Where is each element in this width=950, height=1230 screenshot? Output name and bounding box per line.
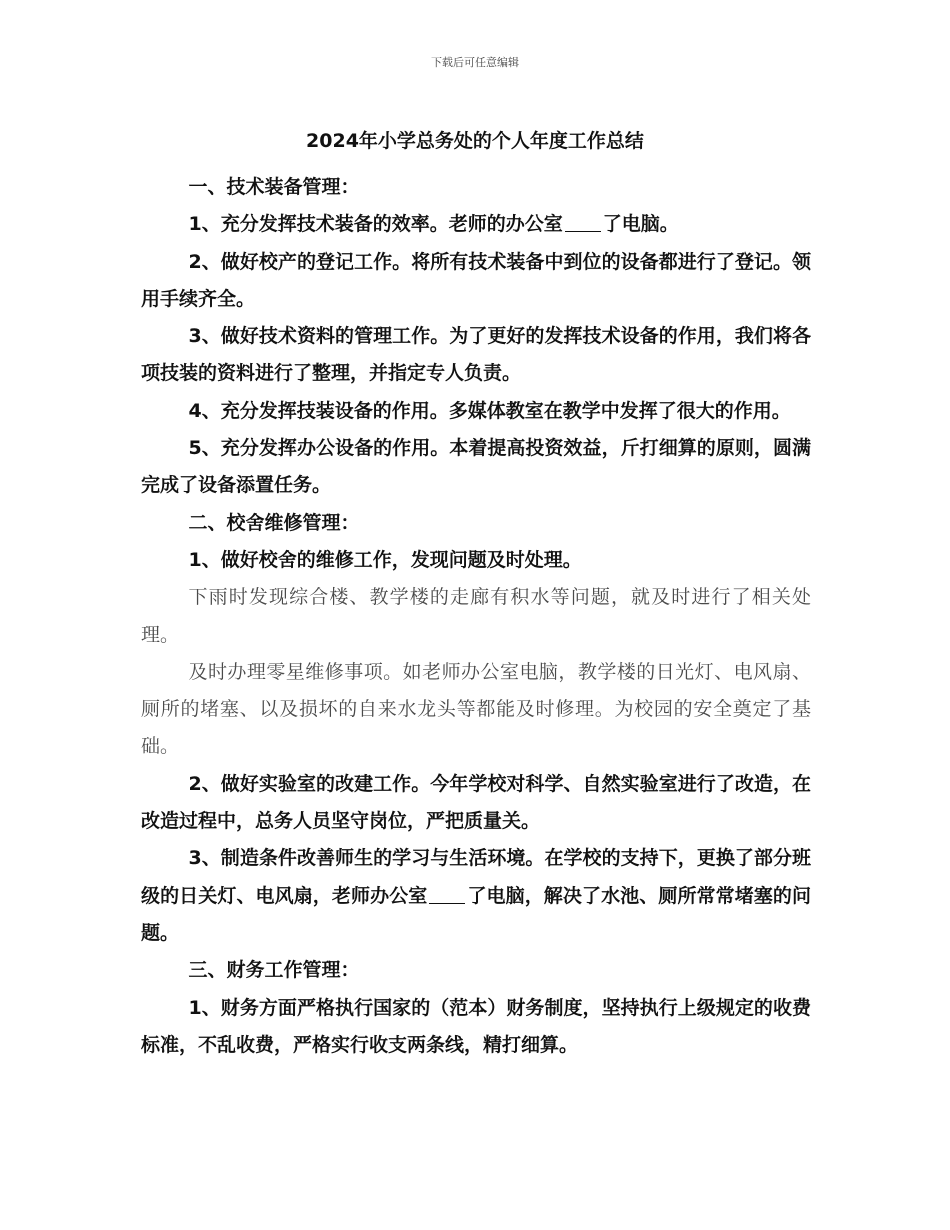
section-heading: 一、技术装备管理： bbox=[188, 176, 360, 198]
paragraph: 3、做好技术资料的管理工作。为了更好的发挥技术设备的作用，我们将各项技装的资料进行了整理，并指定专人负责。 bbox=[141, 325, 811, 385]
fill-in-blank bbox=[565, 212, 601, 232]
paragraph bbox=[141, 206, 811, 243]
paragraph-text: 3、制造条件改善师生的学习与生活环境。在学校的支持下，更换了部分班级的日关灯、电风扇，老师办公室 bbox=[141, 847, 811, 907]
paragraph: 1、财务方面严格执行国家的（范本）财务制度，坚持执行上级规定的收费标准，不乱收费，严格实行收支两条线，精打细算。 bbox=[141, 996, 811, 1056]
paragraph-text: 了电脑，解决了水池、厕所常常堵塞的问题。 bbox=[141, 884, 811, 944]
paragraph: 及时办理零星维修事项。如老师办公室电脑，教学楼的日光灯、电风扇、厕所的堵塞、以及损坏的自来水龙头等都能及时修理。为校园的安全奠定了基础。 bbox=[141, 660, 811, 758]
section-heading: 三、财务工作管理： bbox=[188, 959, 360, 982]
paragraph: 2、做好校产的登记工作。将所有技术装备中到位的设备都进行了登记。领用手续齐全。 bbox=[141, 250, 811, 310]
page-header-note: 下载后可任意编辑 bbox=[431, 56, 519, 69]
fill-in-blank bbox=[429, 884, 465, 904]
document-body bbox=[141, 169, 811, 1064]
section-heading: 二、校舍维修管理： bbox=[188, 511, 360, 534]
paragraph: 5、充分发挥办公设备的作用。本着提高投资效益，斤打细算的原则，圆满完成了设备添置任务。 bbox=[141, 437, 811, 497]
paragraph-text: 了电脑。 bbox=[602, 213, 679, 236]
paragraph: 4、充分发挥技装设备的作用。多媒体教室在教学中发挥了很大的作用。 bbox=[188, 399, 791, 422]
paragraph-text: 1、充分发挥技术装备的效率。老师的办公室 bbox=[188, 213, 563, 236]
paragraph: 2、做好实验室的改建工作。今年学校对科学、自然实验室进行了改造，在改造过程中，总务人员坚守岗位，严把质量关。 bbox=[141, 772, 811, 833]
paragraph: 下雨时发现综合楼、教学楼的走廊有积水等问题，就及时进行了相关处理。 bbox=[141, 586, 811, 646]
document-title: 2024年小学总务处的个人年度工作总结 bbox=[306, 130, 644, 152]
paragraph bbox=[141, 840, 811, 952]
paragraph: 1、做好校舍的维修工作，发现问题及时处理。 bbox=[188, 548, 582, 571]
